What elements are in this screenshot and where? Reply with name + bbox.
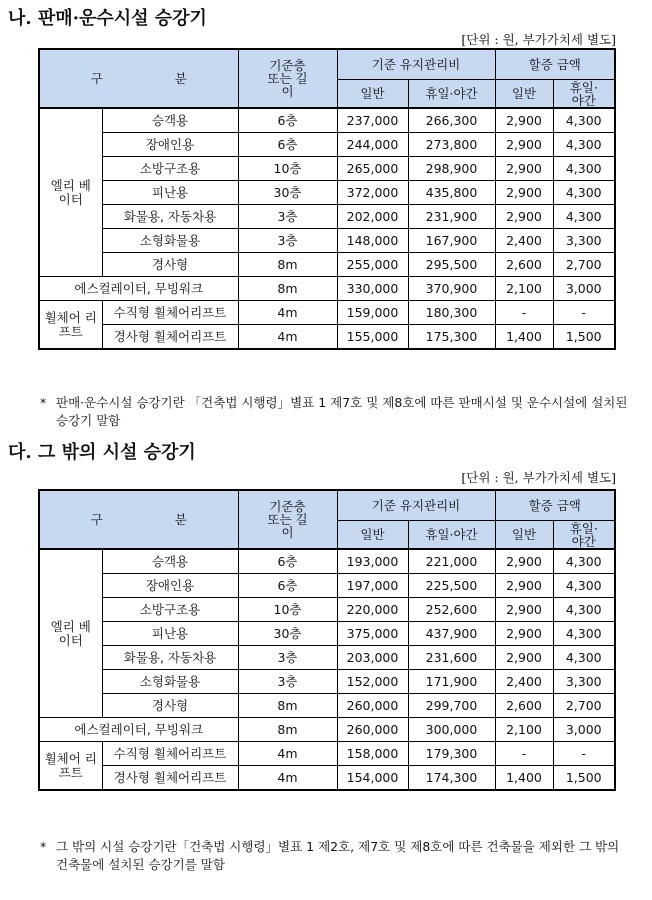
header-category-b: 분 — [174, 511, 187, 527]
header-holiday-2: 휴일·야간 — [553, 80, 615, 109]
row-extra-night: 3,000 — [553, 718, 615, 742]
table-row — [39, 229, 615, 253]
row-floor: 10층 — [238, 598, 337, 622]
row-extra: 2,400 — [495, 670, 553, 694]
row-extra: 2,100 — [495, 718, 553, 742]
header-floor: 기준층 또는 길이 — [238, 49, 337, 108]
row-base: 158,000 — [337, 742, 408, 766]
row-extra: 2,900 — [495, 157, 553, 181]
row-extra-night: 4,300 — [553, 598, 615, 622]
row-base-night: 295,500 — [408, 253, 495, 277]
table-row — [39, 181, 615, 205]
row-extra: 2,900 — [495, 181, 553, 205]
row-floor: 8m — [238, 694, 337, 718]
table-row — [39, 622, 615, 646]
row-extra-night: 4,300 — [553, 133, 615, 157]
row-name: 수직형 휠체어리프트 — [102, 301, 238, 325]
row-name: 소방구조용 — [102, 598, 238, 622]
row-base: 255,000 — [337, 253, 408, 277]
table-row — [39, 157, 615, 181]
row-floor: 8m — [238, 277, 337, 301]
row-base-night: 231,900 — [408, 205, 495, 229]
row-base-night: 273,800 — [408, 133, 495, 157]
row-base-night: 299,700 — [408, 694, 495, 718]
row-base: 193,000 — [337, 549, 408, 574]
row-base-night: 174,300 — [408, 766, 495, 791]
fee-table — [38, 48, 616, 350]
row-name: 승객용 — [102, 549, 238, 574]
row-base: 154,000 — [337, 766, 408, 791]
row-name: 경사형 휠체어리프트 — [102, 766, 238, 791]
footnote — [40, 394, 630, 430]
row-extra-night: 2,700 — [553, 694, 615, 718]
row-base-night: 298,900 — [408, 157, 495, 181]
row-base-night: 225,500 — [408, 574, 495, 598]
table-row — [39, 694, 615, 718]
group-wheelchair-lift: 휠체어 리프트 — [39, 301, 102, 350]
row-extra: 2,900 — [495, 598, 553, 622]
table-row — [39, 766, 615, 791]
row-extra-night: 4,300 — [553, 622, 615, 646]
table-row — [39, 253, 615, 277]
row-name: 장애인용 — [102, 133, 238, 157]
footnote-text: 그 밖의 시설 승강기란「건축법 시행령」별표 1 제2호, 제7호 및 제8호에 따른 건축물을 제외한 그 밖의 건축물에 설치된 승강기를 말함 — [56, 839, 620, 872]
row-base-night: 180,300 — [408, 301, 495, 325]
row-base: 220,000 — [337, 598, 408, 622]
table-row — [39, 718, 615, 742]
table-row — [39, 670, 615, 694]
header-normal: 일반 — [337, 521, 408, 550]
table-row — [39, 598, 615, 622]
row-base: 375,000 — [337, 622, 408, 646]
row-base-night: 300,000 — [408, 718, 495, 742]
table-row — [39, 574, 615, 598]
row-extra: 1,400 — [495, 766, 553, 791]
table-row — [39, 646, 615, 670]
table-row — [39, 133, 615, 157]
fee-table — [38, 489, 616, 791]
row-base-night: 175,300 — [408, 325, 495, 350]
unit-note: [단위 : 원, 부가가치세 별도] — [461, 470, 616, 485]
row-floor: 3층 — [238, 229, 337, 253]
row-name: 승객용 — [102, 108, 238, 133]
row-floor: 8m — [238, 718, 337, 742]
header-floor: 기준층 또는 길이 — [238, 490, 337, 549]
row-extra: 2,900 — [495, 549, 553, 574]
row-extra: 1,400 — [495, 325, 553, 350]
group-wheelchair-lift: 휠체어 리프트 — [39, 742, 102, 791]
row-extra: 2,900 — [495, 108, 553, 133]
row-extra-night: 4,300 — [553, 549, 615, 574]
row-name-escalator: 에스컬레이터, 무빙워크 — [39, 718, 238, 742]
row-name-escalator: 에스컬레이터, 무빙워크 — [39, 277, 238, 301]
table-row — [39, 549, 615, 574]
table-row — [39, 742, 615, 766]
row-base: 244,000 — [337, 133, 408, 157]
header-normal: 일반 — [337, 80, 408, 109]
footnote — [40, 838, 630, 874]
row-extra-night: 2,700 — [553, 253, 615, 277]
row-name: 수직형 휠체어리프트 — [102, 742, 238, 766]
header-holiday: 휴일·야간 — [408, 80, 495, 109]
row-extra-night: 3,300 — [553, 229, 615, 253]
row-base: 197,000 — [337, 574, 408, 598]
footnote-marker: * — [40, 395, 47, 410]
row-name: 경사형 — [102, 694, 238, 718]
row-base: 237,000 — [337, 108, 408, 133]
unit-note: [단위 : 원, 부가가치세 별도] — [461, 32, 616, 47]
row-name: 소형화물용 — [102, 229, 238, 253]
table-row — [39, 325, 615, 350]
row-extra-night: 3,300 — [553, 670, 615, 694]
header-category — [39, 49, 238, 108]
row-base: 152,000 — [337, 670, 408, 694]
row-extra: 2,100 — [495, 277, 553, 301]
row-floor: 3층 — [238, 205, 337, 229]
row-name: 경사형 휠체어리프트 — [102, 325, 238, 350]
group-elevator: 엘리 베이터 — [39, 549, 102, 718]
header-normal-2: 일반 — [495, 521, 553, 550]
row-base: 260,000 — [337, 718, 408, 742]
header-holiday-2: 휴일·야간 — [553, 521, 615, 550]
header-base-fee: 기준 유지관리비 — [337, 490, 495, 521]
row-floor: 6층 — [238, 574, 337, 598]
row-floor: 4m — [238, 301, 337, 325]
row-extra-night: 4,300 — [553, 646, 615, 670]
row-extra: 2,900 — [495, 133, 553, 157]
row-extra: 2,900 — [495, 646, 553, 670]
row-base-night: 179,300 — [408, 742, 495, 766]
row-base: 148,000 — [337, 229, 408, 253]
row-name: 화물용, 자동차용 — [102, 646, 238, 670]
row-floor: 30층 — [238, 181, 337, 205]
row-floor: 6층 — [238, 133, 337, 157]
row-extra-night: 4,300 — [553, 205, 615, 229]
header-holiday: 휴일·야간 — [408, 521, 495, 550]
header-surcharge: 할증 금액 — [495, 490, 615, 521]
row-name: 장애인용 — [102, 574, 238, 598]
row-base-night: 252,600 — [408, 598, 495, 622]
section-title: 나. 판매·운수시설 승강기 — [8, 8, 207, 29]
row-base-night: 435,800 — [408, 181, 495, 205]
row-name: 피난용 — [102, 622, 238, 646]
row-name: 소형화물용 — [102, 670, 238, 694]
row-base: 159,000 — [337, 301, 408, 325]
row-extra: 2,400 — [495, 229, 553, 253]
row-base-night: 221,000 — [408, 549, 495, 574]
row-base-night: 171,900 — [408, 670, 495, 694]
row-extra-night: 3,000 — [553, 277, 615, 301]
header-category-b: 분 — [174, 70, 187, 86]
row-floor: 6층 — [238, 108, 337, 133]
row-base: 265,000 — [337, 157, 408, 181]
row-base: 330,000 — [337, 277, 408, 301]
row-extra-night: 4,300 — [553, 157, 615, 181]
row-base-night: 437,900 — [408, 622, 495, 646]
header-category-a: 구 — [90, 511, 103, 527]
group-elevator: 엘리 베이터 — [39, 108, 102, 277]
footnote-text: 판매·운수시설 승강기란 「건축법 시행령」별표 1 제7호 및 제8호에 따른 판매시설 및 운수시설에 설치된 승강기 말함 — [56, 395, 628, 428]
row-base: 372,000 — [337, 181, 408, 205]
row-floor: 4m — [238, 742, 337, 766]
row-name: 화물용, 자동차용 — [102, 205, 238, 229]
row-base-night: 266,300 — [408, 108, 495, 133]
header-category-a: 구 — [90, 70, 103, 86]
section-title: 다. 그 밖의 시설 승강기 — [8, 442, 196, 463]
row-base-night: 231,600 — [408, 646, 495, 670]
row-extra-night: 1,500 — [553, 325, 615, 350]
row-floor: 4m — [238, 325, 337, 350]
row-base-night: 370,900 — [408, 277, 495, 301]
row-name: 경사형 — [102, 253, 238, 277]
table-row — [39, 301, 615, 325]
row-extra: 2,600 — [495, 253, 553, 277]
row-extra-night: - — [553, 742, 615, 766]
row-name: 피난용 — [102, 181, 238, 205]
row-name: 소방구조용 — [102, 157, 238, 181]
row-floor: 30층 — [238, 622, 337, 646]
row-floor: 8m — [238, 253, 337, 277]
row-base: 260,000 — [337, 694, 408, 718]
header-surcharge: 할증 금액 — [495, 49, 615, 80]
row-floor: 10층 — [238, 157, 337, 181]
row-extra: 2,900 — [495, 574, 553, 598]
row-extra-night: 4,300 — [553, 108, 615, 133]
header-category — [39, 490, 238, 549]
table-row — [39, 205, 615, 229]
row-floor: 6층 — [238, 549, 337, 574]
row-floor: 4m — [238, 766, 337, 791]
row-floor: 3층 — [238, 670, 337, 694]
row-extra-night: - — [553, 301, 615, 325]
row-base: 203,000 — [337, 646, 408, 670]
row-base-night: 167,900 — [408, 229, 495, 253]
header-base-fee: 기준 유지관리비 — [337, 49, 495, 80]
row-extra-night: 4,300 — [553, 574, 615, 598]
row-extra: - — [495, 742, 553, 766]
row-extra: 2,900 — [495, 205, 553, 229]
row-extra-night: 1,500 — [553, 766, 615, 791]
row-extra: 2,600 — [495, 694, 553, 718]
row-base: 155,000 — [337, 325, 408, 350]
footnote-marker: * — [40, 839, 47, 854]
table-row — [39, 277, 615, 301]
table-row — [39, 108, 615, 133]
row-floor: 3층 — [238, 646, 337, 670]
row-extra: - — [495, 301, 553, 325]
row-base: 202,000 — [337, 205, 408, 229]
header-normal-2: 일반 — [495, 80, 553, 109]
row-extra-night: 4,300 — [553, 181, 615, 205]
row-extra: 2,900 — [495, 622, 553, 646]
